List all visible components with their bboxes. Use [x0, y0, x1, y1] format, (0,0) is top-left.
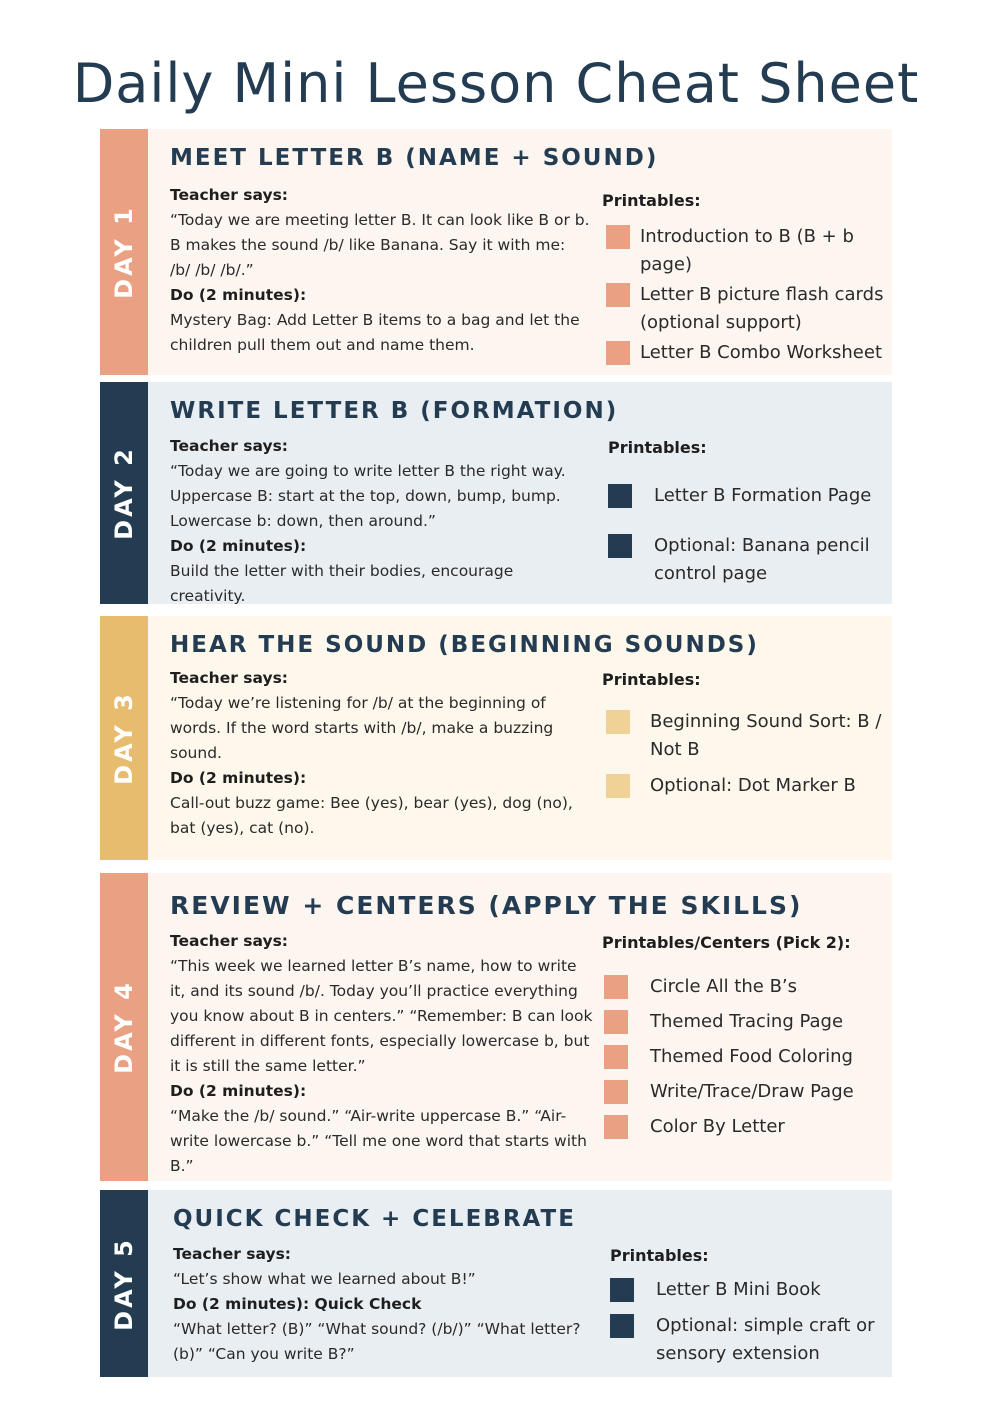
day-3-printables [602, 666, 892, 800]
teacher-says-text: “Today we’re listening for /b/ at the beginning of words. If the word starts with /b/, make a buzzing sound. [170, 694, 554, 762]
day-3-section [100, 616, 892, 860]
day-5-tab-label: DAY 5 [110, 1236, 138, 1331]
day-5-printables [610, 1242, 900, 1368]
day-3-heading: HEAR THE SOUND (BEGINNING SOUNDS) [170, 632, 759, 658]
do-label: Do (2 minutes): [170, 769, 307, 787]
day-1-tab [100, 129, 148, 375]
day-4-lesson [170, 929, 596, 1179]
day-4-tab [100, 873, 148, 1181]
teacher-says-label: Teacher says: [173, 1245, 291, 1263]
teacher-says-text: “Today we are meeting letter B. It can look like B or b. B makes the sound /b/ like Banana. Say it with me: /b/ /b/ /b/.” [170, 211, 590, 279]
day-5-lesson [173, 1242, 593, 1367]
teacher-says-text: “Let’s show what we learned about B!” [173, 1270, 476, 1288]
day-5-tab [100, 1190, 148, 1377]
day-3-tab [100, 616, 148, 860]
day-5-section [100, 1190, 892, 1377]
do-text: “Make the /b/ sound.” “Air-write uppercase B.” “Air-write lowercase b.” “Tell me one word that starts with B.” [170, 1107, 587, 1175]
checkbox-square-icon [610, 1278, 634, 1302]
checkbox-square-icon [604, 1010, 628, 1034]
printables-label: Printables: [610, 1246, 709, 1265]
day-4-printables [602, 929, 892, 1141]
page-title: Daily Mini Lesson Cheat Sheet [72, 52, 920, 115]
day-3-tab-label: DAY 3 [110, 691, 138, 785]
day-1-printables [602, 187, 892, 367]
printable-item: Optional: Dot Marker B [602, 772, 892, 800]
printable-item: Themed Tracing Page [602, 1008, 892, 1036]
checkbox-square-icon [606, 225, 630, 249]
day-3-body [148, 616, 892, 860]
do-label: Do (2 minutes): Quick Check [173, 1295, 422, 1313]
do-text: Build the letter with their bodies, encourage creativity. [170, 562, 514, 605]
day-3-lesson [170, 666, 590, 841]
day-4-heading: REVIEW + CENTERS (APPLY THE SKILLS) [170, 891, 803, 920]
day-4-section [100, 873, 892, 1181]
day-1-heading: MEET LETTER B (NAME + SOUND) [170, 145, 659, 171]
checkbox-square-icon [606, 774, 630, 798]
checkbox-square-icon [606, 283, 630, 307]
printable-item: Optional: simple craft or sensory extension [610, 1312, 900, 1368]
printable-item: Beginning Sound Sort: B / Not B [602, 708, 892, 764]
day-2-body [148, 382, 892, 604]
printables-label: Printables: [602, 670, 701, 689]
checkbox-square-icon [604, 1080, 628, 1104]
checkbox-square-icon [610, 1314, 634, 1338]
printables-label: Printables: [602, 191, 701, 210]
do-text: Mystery Bag: Add Letter B items to a bag and let the children pull them out and name them. [170, 311, 580, 354]
printable-item: Letter B Combo Worksheet [602, 339, 892, 367]
teacher-says-label: Teacher says: [170, 186, 288, 204]
checkbox-square-icon [608, 484, 632, 508]
teacher-says-text: “Today we are going to write letter B the right way. Uppercase B: start at the top, down, bump, bump. Lowercase b: down, then around.” [170, 462, 566, 530]
checkbox-square-icon [604, 1115, 628, 1139]
checkbox-square-icon [608, 534, 632, 558]
day-1-section [100, 129, 892, 375]
day-5-body [148, 1190, 892, 1377]
do-label: Do (2 minutes): [170, 286, 307, 304]
day-1-tab-label: DAY 1 [110, 205, 138, 299]
day-4-tab-label: DAY 4 [110, 980, 138, 1074]
printable-item: Circle All the B’s [602, 973, 892, 1001]
teacher-says-label: Teacher says: [170, 932, 288, 950]
day-1-lesson [170, 183, 590, 358]
printable-item: Letter B picture flash cards (optional support) [602, 281, 892, 337]
printable-item: Themed Food Coloring [602, 1043, 892, 1071]
checkbox-square-icon [606, 710, 630, 734]
day-2-section [100, 382, 892, 604]
day-5-heading: QUICK CHECK + CELEBRATE [173, 1206, 576, 1232]
printable-item: Optional: Banana pencil control page [608, 532, 898, 588]
printable-item: Letter B Mini Book [610, 1276, 900, 1304]
do-label: Do (2 minutes): [170, 537, 307, 555]
checkbox-square-icon [604, 975, 628, 999]
day-4-body [148, 873, 892, 1181]
printables-label: Printables: [608, 438, 707, 457]
day-2-lesson [170, 434, 590, 609]
printable-item: Letter B Formation Page [608, 482, 898, 510]
checkbox-square-icon [604, 1045, 628, 1069]
day-2-heading: WRITE LETTER B (FORMATION) [170, 398, 619, 424]
do-label: Do (2 minutes): [170, 1082, 307, 1100]
teacher-says-label: Teacher says: [170, 437, 288, 455]
day-2-tab [100, 382, 148, 604]
do-text: “What letter? (B)” “What sound? (/b/)” “What letter? (b)” “Can you write B?” [173, 1320, 581, 1363]
printable-item: Write/Trace/Draw Page [602, 1078, 892, 1106]
printable-item: Color By Letter [602, 1113, 892, 1141]
day-2-tab-label: DAY 2 [110, 446, 138, 540]
teacher-says-text: “This week we learned letter B’s name, how to write it, and its sound /b/. Today you’ll practice everything you know about B in centers.” “Remember: B can look different in different fonts, especially lowercase b, but it is still the same letter.” [170, 957, 593, 1075]
printable-item: Introduction to B (B + b page) [602, 223, 892, 279]
checkbox-square-icon [606, 341, 630, 365]
day-1-body [148, 129, 892, 375]
day-2-printables [608, 434, 898, 588]
printables-label: Printables/Centers (Pick 2): [602, 933, 851, 952]
teacher-says-label: Teacher says: [170, 669, 288, 687]
do-text: Call-out buzz game: Bee (yes), bear (yes), dog (no), bat (yes), cat (no). [170, 794, 573, 837]
